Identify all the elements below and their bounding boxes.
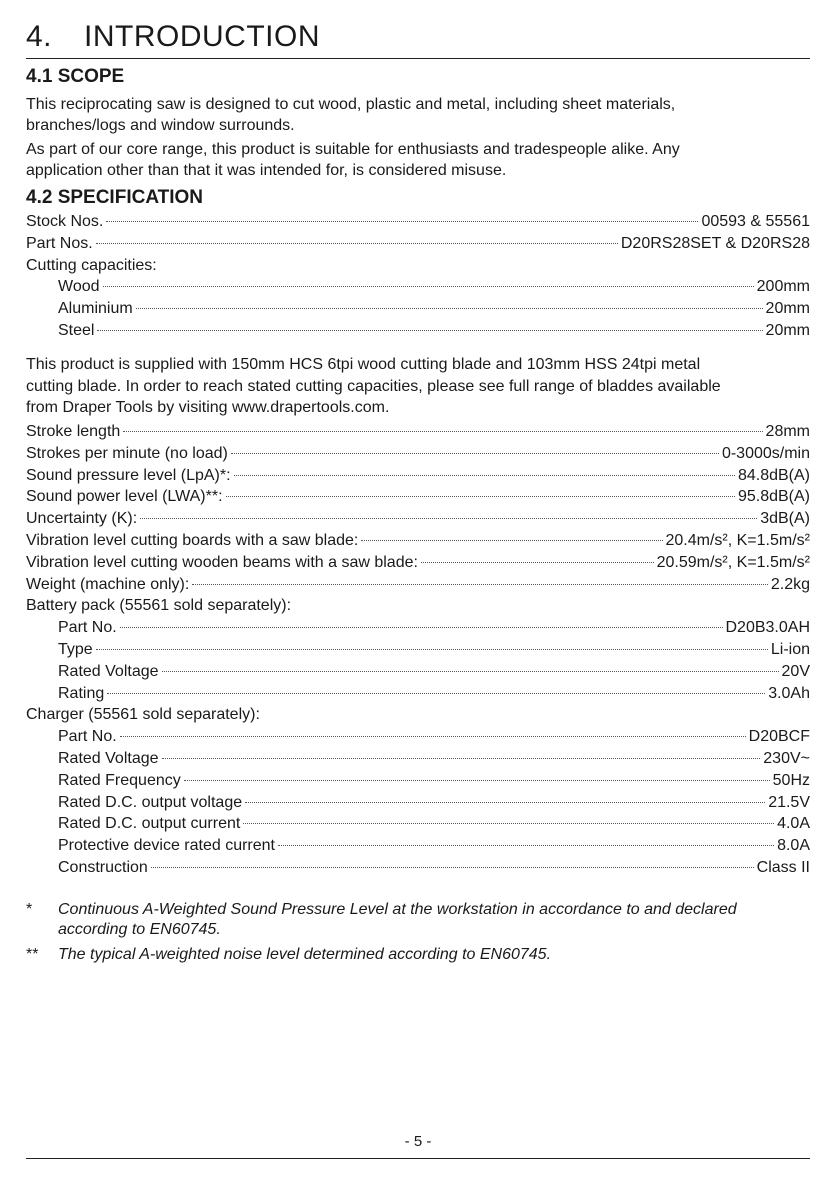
leader-dots xyxy=(123,431,762,432)
spec-row-uncertainty xyxy=(26,510,810,532)
spec-value: 50Hz xyxy=(772,771,810,789)
spec-row-battery-voltage xyxy=(26,663,810,685)
scope-p1-line1: This reciprocating saw is designed to cut wood, plastic and metal, including sheet materials, xyxy=(26,96,676,113)
leader-dots xyxy=(226,496,735,497)
footnote-1-line-2: according to EN60745. xyxy=(58,921,221,938)
leader-dots xyxy=(107,693,765,694)
spec-row-vibration-boards xyxy=(26,532,810,554)
specification-title: 4.2 SPECIFICATION xyxy=(26,187,204,208)
spec-label: Rated Voltage xyxy=(58,749,159,767)
spec-value: 2.2kg xyxy=(770,575,810,593)
spec-row-weight xyxy=(26,576,810,598)
spec-value: D20BCF xyxy=(748,728,810,746)
spec-value: 3.0Ah xyxy=(768,684,810,702)
leader-dots xyxy=(106,221,698,222)
leader-dots xyxy=(162,758,761,759)
cutting-capacities-heading: Cutting capacities: xyxy=(26,256,157,274)
spec-row-charger-dc-current xyxy=(26,815,810,837)
spec-row-aluminium xyxy=(26,300,810,322)
leader-dots xyxy=(421,562,654,563)
spec-value: 230V~ xyxy=(763,749,810,767)
spec-list-top xyxy=(26,213,810,344)
spec-value: 8.0A xyxy=(777,837,810,855)
spec-label: Rated D.C. output voltage xyxy=(58,793,243,811)
spec-value: 28mm xyxy=(765,423,810,440)
leader-dots xyxy=(184,780,770,781)
leader-dots xyxy=(162,671,779,672)
spec-label: Sound pressure level (LpA)*: xyxy=(26,466,231,484)
leader-dots xyxy=(245,802,765,803)
scope-p2-line1: As part of our core range, this product is suitable for enthusiasts and tradespeople alike. Any xyxy=(26,141,680,158)
leader-dots xyxy=(96,243,618,244)
spec-label: Rated Voltage xyxy=(58,662,159,680)
spec-label: Vibration level cutting wooden beams with a saw blade: xyxy=(26,553,418,571)
spec-row-sound-power xyxy=(26,488,810,510)
leader-dots xyxy=(361,540,662,541)
spec-label: Aluminium xyxy=(58,300,133,318)
footnote-1 xyxy=(26,900,810,940)
spec-row-battery-rating xyxy=(26,685,810,707)
spec-row-wood xyxy=(26,278,810,300)
spec-value: 00593 & 55561 xyxy=(701,213,810,230)
leader-dots xyxy=(234,475,735,476)
spec-value: 4.0A xyxy=(777,815,810,833)
charger-heading: Charger (55561 sold separately): xyxy=(26,706,260,724)
spec-label: Construction xyxy=(58,858,148,876)
spec-label: Uncertainty (K): xyxy=(26,510,138,528)
spec-value: 20mm xyxy=(765,300,810,318)
spec-row-battery-type xyxy=(26,641,810,663)
spec-label: Stock Nos. xyxy=(26,213,104,230)
spec-value: 20.4m/s², K=1.5m/s² xyxy=(665,531,810,549)
scope-paragraph-1 xyxy=(26,94,810,136)
spec-row-charger-dc-voltage xyxy=(26,794,810,816)
page-number: - 5 - xyxy=(404,1133,432,1150)
leader-dots xyxy=(120,627,723,628)
spec-value: 200mm xyxy=(756,278,810,296)
footnote-marker: * xyxy=(26,901,33,918)
spec-value: 20.59m/s², K=1.5m/s² xyxy=(656,553,810,571)
spec-value: Class II xyxy=(756,858,810,876)
battery-pack-heading: Battery pack (55561 sold separately): xyxy=(26,597,292,615)
leader-dots xyxy=(231,453,719,454)
spec-row-stroke-length xyxy=(26,423,810,445)
scope-p1-line2: branches/logs and window surrounds. xyxy=(26,117,295,134)
spec-row-charger-frequency xyxy=(26,772,810,794)
spec-label: Steel xyxy=(58,321,95,339)
spec-label: Protective device rated current xyxy=(58,837,275,855)
spec-row-vibration-beams xyxy=(26,554,810,576)
spec-value: D20B3.0AH xyxy=(725,619,810,637)
spec-row-part-nos xyxy=(26,235,810,257)
chapter-heading xyxy=(26,20,320,54)
spec-row-sound-pressure xyxy=(26,467,810,489)
spec-label: Type xyxy=(58,640,93,658)
spec-value: 3dB(A) xyxy=(760,510,810,528)
leader-dots xyxy=(140,518,757,519)
leader-dots xyxy=(151,867,754,868)
spec-label: Part No. xyxy=(58,619,117,637)
spec-row-charger-construction xyxy=(26,859,810,881)
spec-row-charger-protective-current xyxy=(26,837,810,859)
leader-dots xyxy=(243,823,774,824)
footnote-marker: ** xyxy=(26,946,39,963)
spec-value: 20V xyxy=(781,662,810,680)
spec-row-charger-part-no xyxy=(26,728,810,750)
spec-label: Stroke length xyxy=(26,423,121,440)
spec-value: 21.5V xyxy=(768,793,810,811)
footer-divider xyxy=(26,1158,810,1159)
blade-line-3: from Draper Tools by visiting www.drapertools.com. xyxy=(26,399,390,416)
spec-label: Part Nos. xyxy=(26,234,93,252)
spec-value: 95.8dB(A) xyxy=(737,488,810,506)
spec-row-charger-voltage xyxy=(26,750,810,772)
spec-row-steel xyxy=(26,322,810,344)
spec-value: 20mm xyxy=(765,321,810,339)
blade-line-1: This product is supplied with 150mm HCS 6tpi wood cutting blade and 103mm HSS 24tpi metal xyxy=(26,356,701,373)
spec-label: Vibration level cutting boards with a saw blade: xyxy=(26,531,359,549)
spec-label: Rating xyxy=(58,684,105,702)
spec-label: Rated Frequency xyxy=(58,771,181,789)
chapter-number: 4. xyxy=(26,20,53,53)
footnote-2-text: The typical A-weighted noise level determined according to EN60745. xyxy=(58,946,552,963)
leader-dots xyxy=(103,286,754,287)
scope-paragraph-2 xyxy=(26,139,810,181)
chapter-divider xyxy=(26,58,810,59)
blade-line-2: cutting blade. In order to reach stated cutting capacities, please see full range of bladdes available xyxy=(26,377,721,395)
spec-label: Wood xyxy=(58,278,100,296)
scope-p2-line2: application other than that it was intended for, is considered misuse. xyxy=(26,162,507,179)
spec-label: Part No. xyxy=(58,728,117,746)
spec-row-stock-nos xyxy=(26,213,810,235)
blade-paragraph xyxy=(26,354,810,419)
chapter-title: INTRODUCTION xyxy=(84,20,320,53)
spec-label: Strokes per minute (no load) xyxy=(26,444,228,462)
spec-value: 84.8dB(A) xyxy=(737,466,810,484)
scope-title: 4.1 SCOPE xyxy=(26,66,125,87)
leader-dots xyxy=(120,736,746,737)
leader-dots xyxy=(136,308,763,309)
spec-value: 0-3000s/min xyxy=(721,444,810,462)
spec-value: D20RS28SET & D20RS28 xyxy=(620,234,810,252)
leader-dots xyxy=(97,330,762,331)
spec-label: Weight (machine only): xyxy=(26,575,190,593)
footnote-1-line-1: Continuous A-Weighted Sound Pressure Level at the workstation in accordance to and declared xyxy=(58,901,737,918)
spec-row-battery-part-no xyxy=(26,619,810,641)
spec-row-strokes-per-minute xyxy=(26,445,810,467)
leader-dots xyxy=(96,649,768,650)
spec-list-general xyxy=(26,423,810,881)
leader-dots xyxy=(192,584,768,585)
footnote-2 xyxy=(26,945,810,965)
leader-dots xyxy=(278,845,774,846)
spec-value: Li-ion xyxy=(770,640,810,658)
spec-label: Sound power level (LWA)**: xyxy=(26,488,223,506)
spec-label: Rated D.C. output current xyxy=(58,815,241,833)
